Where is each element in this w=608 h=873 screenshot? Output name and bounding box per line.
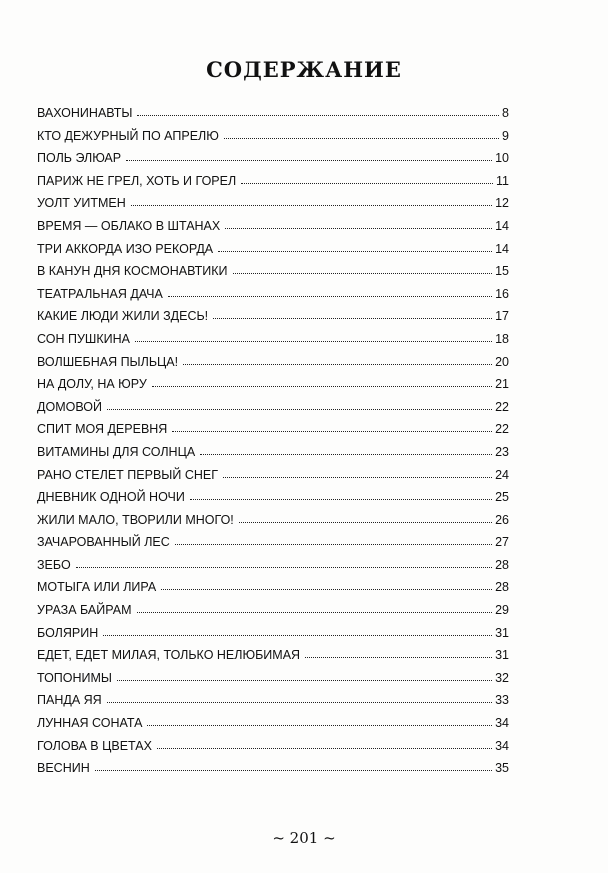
dot-leader (117, 668, 492, 681)
table-of-contents (37, 104, 509, 782)
toc-entry-title: КАКИЕ ЛЮДИ ЖИЛИ ЗДЕСЬ! (37, 309, 209, 324)
toc-entry-title: ТЕАТРАЛЬНАЯ ДАЧА (37, 286, 163, 301)
toc-entry (37, 443, 509, 466)
toc-entry (37, 240, 509, 263)
toc-entry-page: 22 (495, 399, 509, 414)
toc-entry-title: ВИТАМИНЫ ДЛЯ СОЛНЦА (37, 444, 196, 459)
dot-leader (190, 487, 492, 500)
toc-entry-title: НА ДОЛУ, НА ЮРУ (37, 377, 147, 392)
toc-entry (37, 578, 509, 601)
toc-entry (37, 601, 509, 624)
toc-entry (37, 556, 509, 579)
toc-entry-page: 25 (495, 490, 509, 505)
dot-leader (175, 532, 492, 545)
dot-leader (239, 510, 492, 523)
page-title: СОДЕРЖАНИЕ (206, 57, 402, 82)
dot-leader (233, 261, 493, 274)
toc-entry-page: 17 (495, 309, 509, 324)
toc-entry-title: ПОЛЬ ЭЛЮАР (37, 151, 122, 166)
toc-entry-title: ДОМОВОЙ (37, 399, 102, 414)
toc-entry-page: 34 (495, 716, 509, 731)
toc-entry (37, 624, 509, 647)
toc-entry-title: РАНО СТЕЛЕТ ПЕРВЫЙ СНЕГ (37, 467, 218, 482)
toc-entry-page: 8 (502, 106, 509, 120)
toc-entry-title: В КАНУН ДНЯ КОСМОНАВТИКИ (37, 264, 228, 279)
toc-entry-title: ВРЕМЯ — ОБЛАКО В ШТАНАХ (37, 218, 221, 233)
toc-entry-page: 14 (495, 241, 509, 256)
toc-entry-page: 32 (495, 670, 509, 685)
toc-entry (37, 172, 509, 195)
toc-entry-title: ДНЕВНИК ОДНОЙ НОЧИ (37, 490, 185, 505)
toc-entry-title: ТРИ АККОРДА ИЗО РЕКОРДА (37, 241, 214, 256)
dot-leader (161, 577, 492, 590)
toc-entry-page: 23 (495, 444, 509, 459)
toc-entry-title: ПАРИЖ НЕ ГРЕЛ, ХОТЬ И ГОРЕЛ (37, 173, 237, 188)
toc-entry-page: 31 (495, 625, 509, 640)
dot-leader (131, 193, 492, 206)
toc-entry (37, 714, 509, 737)
toc-entry (37, 307, 509, 330)
dot-leader (137, 600, 493, 613)
toc-entry (37, 217, 509, 240)
dot-leader (223, 465, 492, 478)
toc-entry-title: ВЕСНИН (37, 761, 90, 776)
toc-entry (37, 262, 509, 285)
toc-entry-page: 20 (495, 354, 509, 369)
toc-entry-page: 24 (495, 467, 509, 482)
toc-entry-page: 9 (502, 128, 509, 143)
toc-entry-page: 31 (495, 648, 509, 663)
toc-entry (37, 691, 509, 714)
toc-entry-page: 14 (495, 218, 509, 233)
toc-entry (37, 420, 509, 443)
dot-leader (147, 713, 492, 726)
dot-leader (107, 397, 492, 410)
toc-entry (37, 646, 509, 669)
dot-leader (224, 126, 499, 139)
toc-entry (37, 398, 509, 421)
toc-entry-title: УРАЗА БАЙРАМ (37, 603, 132, 618)
toc-entry (37, 104, 509, 127)
toc-entry (37, 285, 509, 308)
toc-entry (37, 149, 509, 172)
toc-entry (37, 737, 509, 760)
toc-entry-page: 35 (495, 761, 509, 776)
dot-leader (305, 645, 492, 658)
toc-entry-title: ЖИЛИ МАЛО, ТВОРИЛИ МНОГО! (37, 512, 234, 527)
dot-leader (183, 352, 492, 365)
dot-leader (152, 374, 492, 387)
toc-entry-page: 10 (495, 151, 509, 166)
toc-entry-title: ВОЛШЕБНАЯ ПЫЛЬЦА! (37, 354, 179, 369)
page-number: ~ 201 ~ (272, 829, 336, 847)
toc-entry-title: ЗЕБО (37, 557, 71, 572)
dot-leader (218, 239, 492, 252)
dot-leader (95, 758, 492, 771)
toc-entry-title: ЛУННАЯ СОНАТА (37, 716, 143, 731)
toc-entry (37, 511, 509, 534)
dot-leader (241, 171, 493, 184)
dot-leader (107, 690, 492, 703)
dot-leader (225, 216, 492, 229)
dot-leader (157, 736, 492, 749)
toc-entry-title: КТО ДЕЖУРНЫЙ ПО АПРЕЛЮ (37, 128, 219, 143)
dot-leader (200, 442, 492, 455)
toc-entry-page: 15 (495, 264, 509, 279)
toc-entry-page: 16 (495, 286, 509, 301)
toc-entry (37, 194, 509, 217)
toc-entry (37, 127, 509, 150)
toc-entry (37, 759, 509, 782)
toc-entry (37, 533, 509, 556)
toc-entry-title: ЗАЧАРОВАННЫЙ ЛЕС (37, 535, 170, 550)
dot-leader (168, 284, 492, 297)
dot-leader (135, 329, 492, 342)
toc-entry (37, 353, 509, 376)
dot-leader (172, 419, 492, 432)
toc-entry-page: 29 (495, 603, 509, 618)
toc-entry-title: МОТЫГА ИЛИ ЛИРА (37, 580, 157, 595)
toc-entry-title: ЕДЕТ, ЕДЕТ МИЛАЯ, ТОЛЬКО НЕЛЮБИМАЯ (37, 648, 301, 663)
toc-entry-title: УОЛТ УИТМЕН (37, 196, 126, 211)
toc-entry-page: 28 (495, 557, 509, 572)
toc-entry-title: БОЛЯРИН (37, 625, 99, 640)
toc-entry-page: 28 (495, 580, 509, 595)
toc-entry-page: 27 (495, 535, 509, 550)
dot-leader (103, 623, 492, 636)
dot-leader (76, 555, 492, 568)
toc-entry-page: 26 (495, 512, 509, 527)
toc-entry-title: СОН ПУШКИНА (37, 331, 130, 346)
dot-leader (213, 306, 492, 319)
toc-entry-page: 21 (495, 377, 509, 392)
dot-leader (137, 103, 499, 116)
toc-entry-page: 11 (496, 173, 509, 188)
toc-entry-page: 33 (495, 693, 509, 708)
toc-entry-page: 34 (495, 738, 509, 753)
toc-entry-title: СПИТ МОЯ ДЕРЕВНЯ (37, 422, 168, 437)
toc-entry-page: 18 (495, 331, 509, 346)
toc-entry-title: ВАХОНИНАВТЫ (37, 106, 133, 120)
toc-entry (37, 330, 509, 353)
toc-entry-page: 22 (495, 422, 509, 437)
toc-entry (37, 669, 509, 692)
toc-entry (37, 375, 509, 398)
toc-entry (37, 488, 509, 511)
toc-entry (37, 466, 509, 489)
dot-leader (126, 148, 492, 161)
toc-entry-title: ПАНДА ЯЯ (37, 693, 102, 708)
toc-entry-title: ГОЛОВА В ЦВЕТАХ (37, 738, 152, 753)
toc-entry-title: ТОПОНИМЫ (37, 670, 112, 685)
toc-entry-page: 12 (495, 196, 509, 211)
